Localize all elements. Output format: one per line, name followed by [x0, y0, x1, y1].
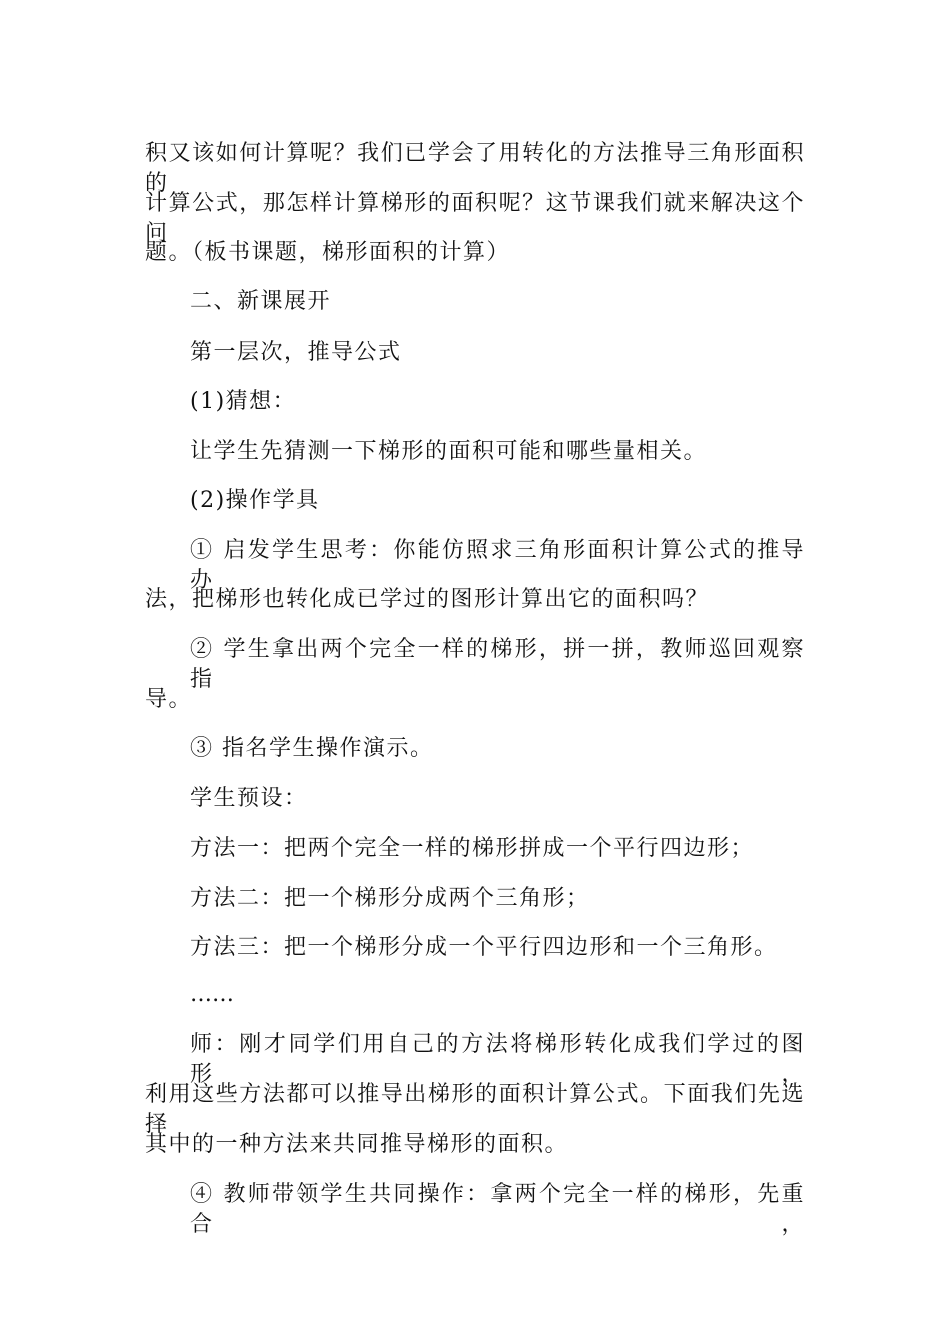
- text-line-14: 学生预设：: [190, 786, 308, 811]
- step-heading-1: (1)猜想：: [190, 389, 297, 414]
- method-three: 方法三：把一个梯形分成一个平行四边形和一个三角形。: [190, 935, 778, 960]
- text-line-7: 让学生先猜测一下梯形的面积可能和哪些量相关。: [190, 439, 708, 464]
- text-line-10: 法，把梯形也转化成已学过的图形计算出它的面积吗？: [145, 587, 710, 612]
- text-line-2: 计算公式，那怎样计算梯形的面积呢？这节课我们就来解决这个问: [145, 191, 805, 246]
- text-line-20: 利用这些方法都可以推导出梯形的面积计算公式。下面我们先选择: [145, 1082, 805, 1137]
- step-heading-2: (2)操作学具: [190, 488, 320, 513]
- text-line-11: ② 学生拿出两个完全一样的梯形，拼一拼，教师巡回观察指: [190, 637, 805, 692]
- ellipsis: ……: [190, 982, 234, 1007]
- text-line-21: 其中的一种方法来共同推导梯形的面积。: [145, 1132, 569, 1157]
- text-line-3: 题。（板书课题，梯形面积的计算）: [145, 240, 511, 265]
- subsection-heading: 第一层次，推导公式: [190, 340, 402, 365]
- text-line-9: ① 启发学生思考：你能仿照求三角形面积计算公式的推导办: [190, 538, 805, 593]
- text-line-22: ④ 教师带领学生共同操作：拿两个完全一样的梯形，先重合，: [190, 1182, 805, 1237]
- method-two: 方法二：把一个梯形分成两个三角形；: [190, 886, 590, 911]
- text-line-19: 师：刚才同学们用自己的方法将梯形转化成我们学过的图形，: [190, 1032, 805, 1087]
- text-line-12: 导。: [145, 687, 193, 712]
- method-one: 方法一：把两个完全一样的梯形拼成一个平行四边形；: [190, 836, 755, 861]
- text-line-1: 积又该如何计算呢？我们已学会了用转化的方法推导三角形面积的: [145, 141, 805, 196]
- text-line-13: ③ 指名学生操作演示。: [190, 736, 434, 761]
- section-heading: 二、新课展开: [190, 289, 332, 314]
